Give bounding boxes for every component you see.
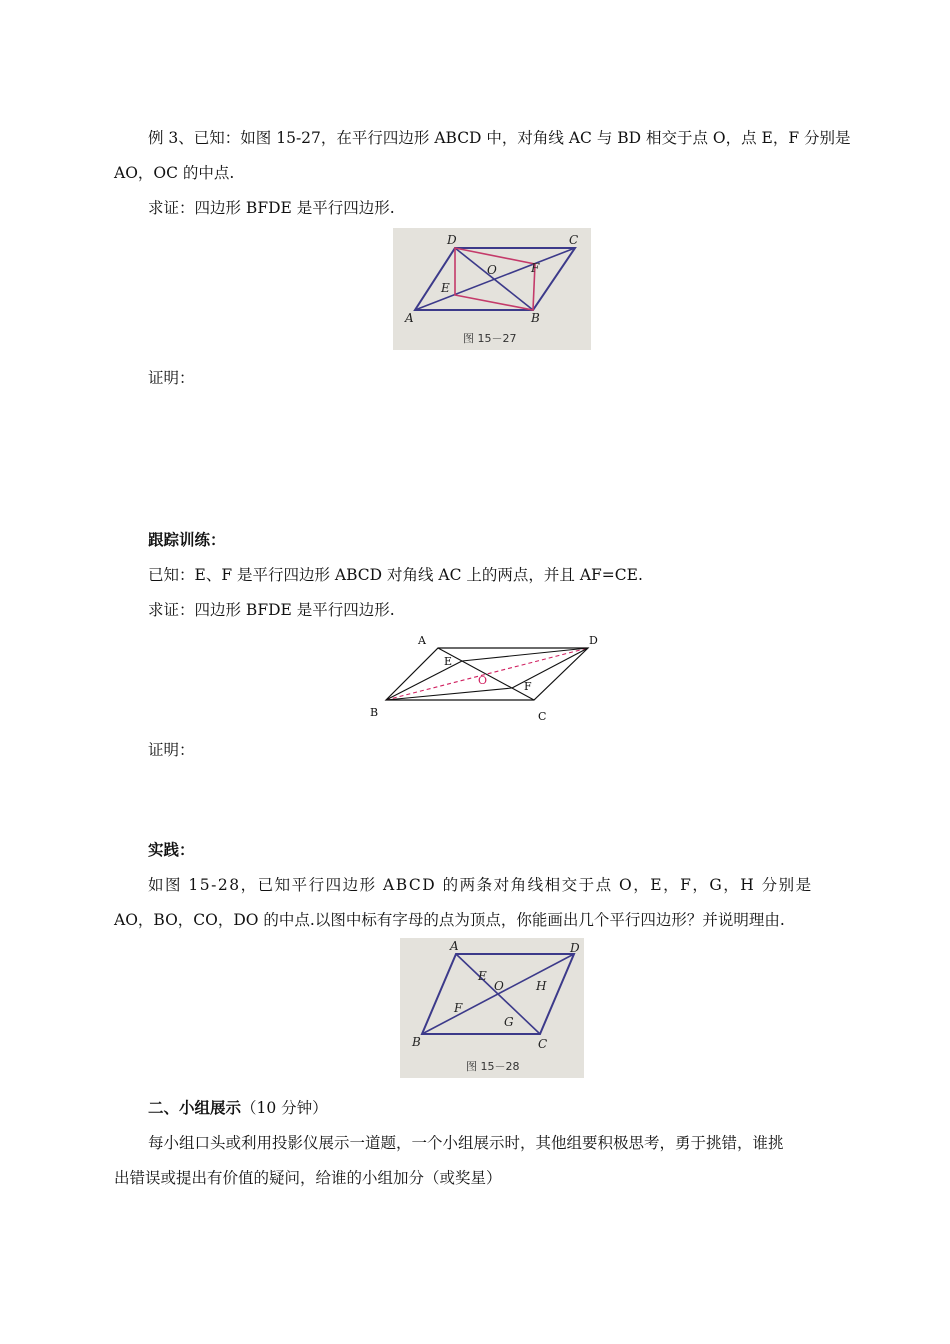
label-b-2: B <box>370 706 379 719</box>
section2-heading-row <box>148 1098 328 1118</box>
example3-proof-label: 证明： <box>148 369 195 387</box>
figure-tracking <box>360 628 610 726</box>
example3-prove: 求证：四边形 BFDE 是平行四边形. <box>148 199 395 217</box>
figure-15-27-diagram <box>393 228 591 350</box>
figure-15-27-caption: 图 15－27 <box>463 332 517 345</box>
section2-duration: （10 分钟） <box>241 1099 328 1117</box>
practice-heading: 实践： <box>148 841 195 859</box>
label-c-2: C <box>538 710 547 723</box>
section2-heading: 二、小组展示 <box>148 1099 242 1117</box>
label-d: D <box>447 233 457 247</box>
tracking-given: 已知：E、F 是平行四边形 ABCD 对角线 AC 上的两点，并且 AF=CE. <box>148 566 643 584</box>
figure-15-27 <box>393 228 591 350</box>
figure-tracking-diagram <box>360 628 610 726</box>
label-f-2: F <box>524 680 532 693</box>
label-f: F <box>531 261 540 275</box>
tracking-heading: 跟踪训练： <box>148 531 226 549</box>
label-o-2: O <box>478 674 488 687</box>
label-o: O <box>487 263 497 277</box>
label-a-2: A <box>418 634 426 647</box>
label-e-3: E <box>478 969 487 983</box>
label-a: A <box>405 311 414 325</box>
section2-line1: 每小组口头或利用投影仪展示一道题，一个小组展示时，其他组要积极思考，勇于挑错，谁挑 <box>148 1134 784 1152</box>
example3-line1: 例 3、已知：如图 15-27，在平行四边形 ABCD 中，对角线 AC 与 BD 相交于点 O，点 E，F 分别是 <box>148 129 851 147</box>
tracking-proof-label: 证明： <box>148 741 195 759</box>
label-c: C <box>569 233 579 247</box>
label-e: E <box>441 281 450 295</box>
practice-line1: 如图 15-28，已知平行四边形 ABCD 的两条对角线相交于点 O，E，F，G，H 分别是 <box>148 876 813 894</box>
label-d-3: D <box>570 941 580 955</box>
tracking-prove: 求证：四边形 BFDE 是平行四边形. <box>148 601 395 619</box>
figure-15-28-caption: 图 15－28 <box>466 1060 520 1073</box>
segment-ed <box>462 648 588 661</box>
label-a-3: A <box>450 939 459 953</box>
practice-line2: AO，BO，CO，DO 的中点.以图中标有字母的点为顶点，你能画出几个平行四边形？并说明理由. <box>114 911 785 929</box>
diagonal-bd <box>455 248 533 310</box>
figure-15-28-diagram <box>400 938 584 1078</box>
label-f-3: F <box>454 1001 463 1015</box>
diagonal-bd-3 <box>422 954 574 1034</box>
label-o-3: O <box>494 979 504 993</box>
label-d-2: D <box>589 634 598 647</box>
label-h-3: H <box>536 979 547 993</box>
label-b-3: B <box>412 1035 421 1049</box>
example3-line2: AO，OC 的中点. <box>114 164 235 182</box>
label-c-3: C <box>538 1037 548 1051</box>
figure-15-28 <box>400 938 584 1078</box>
label-g-3: G <box>504 1015 514 1029</box>
label-e-2: E <box>444 655 453 668</box>
label-b: B <box>531 311 540 325</box>
section2-line2: 出错误或提出有价值的疑问，给谁的小组加分（或奖星） <box>114 1169 502 1187</box>
